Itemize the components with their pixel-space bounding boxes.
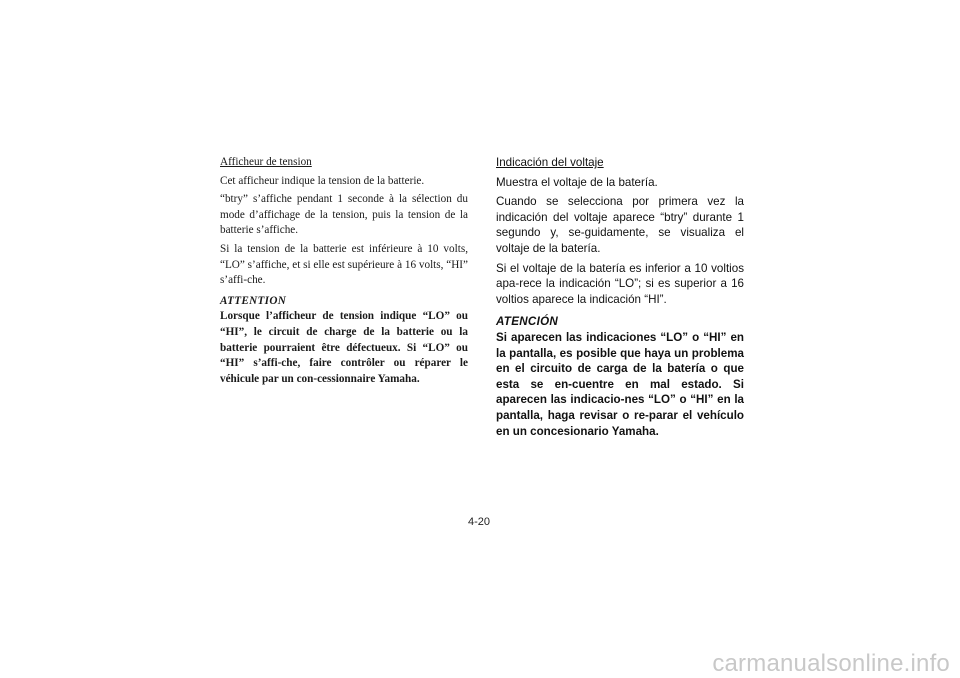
french-section-heading: Afficheur de tension [220,156,312,168]
french-caution-text: Lorsque l’afficheur de tension indique “LO” ou “HI”, le circuit de charge de la batterie ou la batterie pourraient être défectueux. Si “LO” ou “HI” s’affi-che, faire contrôler ou réparer le véhicule par un con-cessionnaire Yamaha. [220,310,468,385]
spanish-caution-title: ATENCIÓN [496,315,559,329]
spanish-paragraph-3: Si el voltaje de la batería es inferior a 10 voltios apa-rece la indicación “LO”; si es superior a 16 voltios aparece la indicación “HI”. [496,261,744,306]
watermark: carmanualsonline.info [712,650,950,677]
french-paragraph-3: Si la tension de la batterie est inférieure à 10 volts, “LO” s’affiche, et si elle est supérieure à 16 volts, “HI” s’affi-che. [220,242,468,287]
spanish-caution-text: Si aparecen las indicaciones “LO” o “HI” en la pantalla, es posible que haya un problema en el circuito de carga de la batería o que esta se en-cuentre en mal estado. Si aparecen las indicacio-nes “LO” o “HI” en la pantalla, haga revisar o re-parar el vehículo en un concesionario Yamaha. [496,330,744,438]
french-paragraph-1: Cet afficheur indique la tension de la batterie. [220,174,425,187]
spanish-section-heading: Indicación del voltaje [496,156,604,169]
spanish-column [496,155,744,439]
french-caution-title: ATTENTION [220,294,287,307]
french-column [220,155,468,387]
spanish-paragraph-2: Cuando se selecciona por primera vez la indicación del voltaje aparece “btry” durante 1 segundo y, se-guidamente, se visualiza el voltaje de la batería. [496,195,744,255]
french-paragraph-2: “btry” s’affiche pendant 1 seconde à la sélection du mode d’affichage de la tension, puis la tension de la batterie s’affiche. [220,193,468,237]
spanish-paragraph-1: Muestra el voltaje de la batería. [496,175,658,189]
page-number: 4-20 [468,516,491,528]
